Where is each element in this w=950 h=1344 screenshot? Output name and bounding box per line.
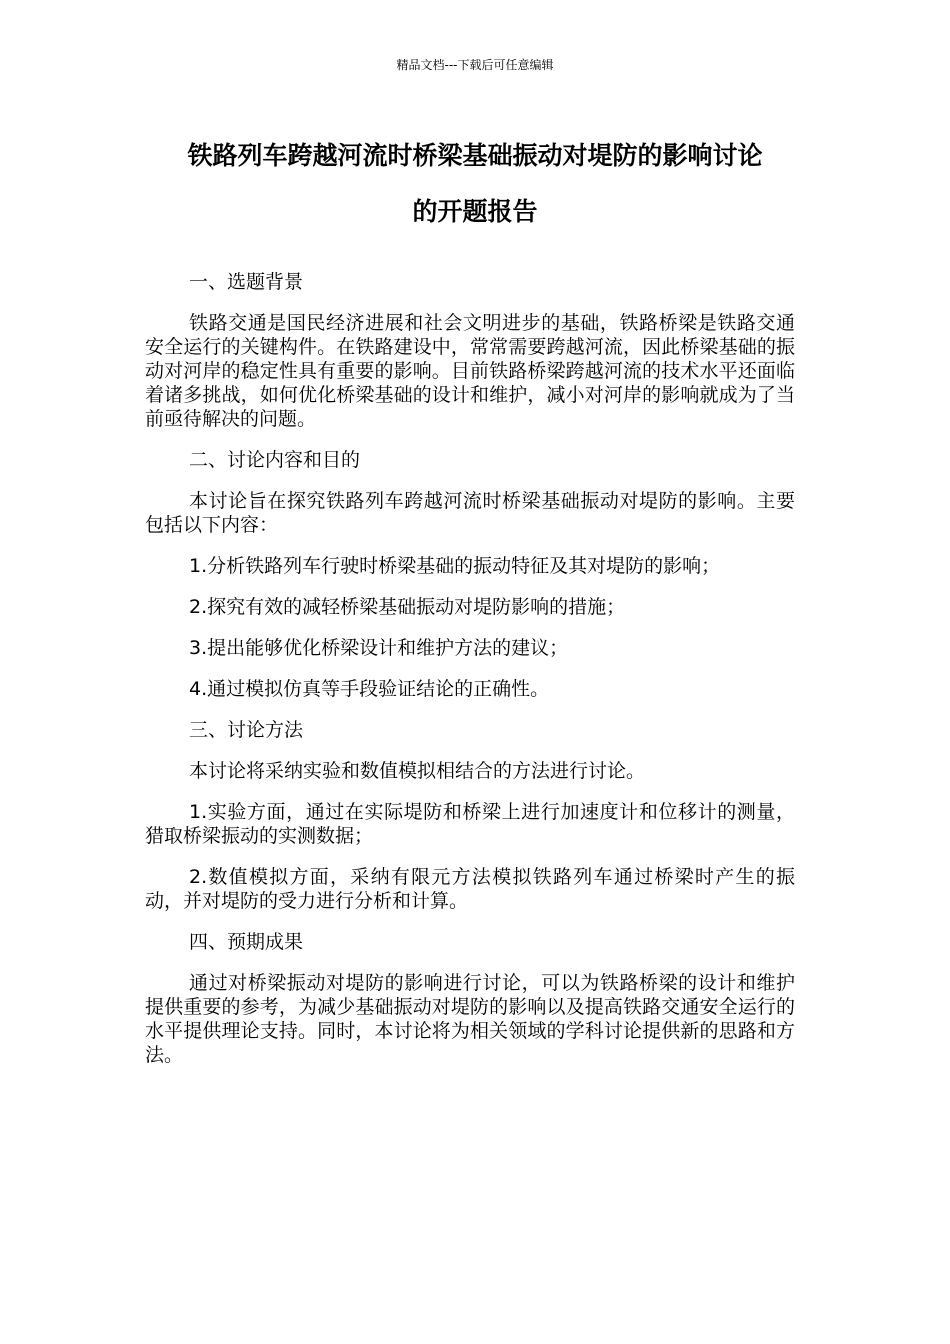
paragraph-results: 通过对桥梁振动对堤防的影响进行讨论，可以为铁路桥梁的设计和维护提供重要的参考，为减少基础振动对堤防的影响以及提高铁路交通安全运行的水平提供理论支持。同时，本讨论将为相关领域的学科讨论提供新的思路和方法。 bbox=[145, 972, 795, 1066]
list-item-method-2: 2.数值模拟方面，采纳有限元方法模拟铁路列车通过桥梁时产生的振动，并对堤防的受力进行分析和计算。 bbox=[145, 866, 795, 912]
list-item-content-2: 2.探究有效的减轻桥梁基础振动对堤防影响的措施； bbox=[189, 596, 626, 618]
document-title-line-2: 的开题报告 bbox=[412, 197, 538, 226]
paragraph-background: 铁路交通是国民经济进展和社会文明进步的基础，铁路桥梁是铁路交通安全运行的关键构件。在铁路建设中，常常需要跨越河流，因此桥梁基础的振动对河岸的稳定性具有重要的影响。目前铁路桥梁跨越河流的技术水平还面临着诸多挑战，如何优化桥梁基础的设计和维护，减小对河岸的影响就成为了当前亟待解决的问题。 bbox=[145, 312, 795, 430]
document-body bbox=[145, 270, 795, 1084]
list-item-content-4: 4.通过模拟仿真等手段验证结论的正确性。 bbox=[189, 678, 550, 700]
list-item-content-3: 3.提出能够优化桥梁设计和维护方法的建议； bbox=[189, 637, 569, 659]
section-heading-results: 四、预期成果 bbox=[189, 931, 304, 953]
page-header: 精品文档---下载后可任意编辑 bbox=[396, 58, 554, 72]
section-heading-background: 一、选题背景 bbox=[189, 271, 304, 293]
document-title-line-1: 铁路列车跨越河流时桥梁基础振动对堤防的影响讨论 bbox=[187, 141, 763, 170]
list-item-method-1: 1.实验方面，通过在实际堤防和桥梁上进行加速度计和位移计的测量，猎取桥梁振动的实测数据； bbox=[145, 801, 795, 847]
document-title bbox=[120, 128, 830, 240]
section-heading-content: 二、讨论内容和目的 bbox=[189, 449, 361, 471]
paragraph-content-intro: 本讨论旨在探究铁路列车跨越河流时桥梁基础振动对堤防的影响。主要包括以下内容： bbox=[145, 490, 795, 536]
paragraph-method-intro: 本讨论将采纳实验和数值模拟相结合的方法进行讨论。 bbox=[189, 760, 646, 782]
section-heading-method: 三、讨论方法 bbox=[189, 719, 304, 741]
list-item-content-1: 1.分析铁路列车行驶时桥梁基础的振动特征及其对堤防的影响； bbox=[189, 555, 721, 577]
